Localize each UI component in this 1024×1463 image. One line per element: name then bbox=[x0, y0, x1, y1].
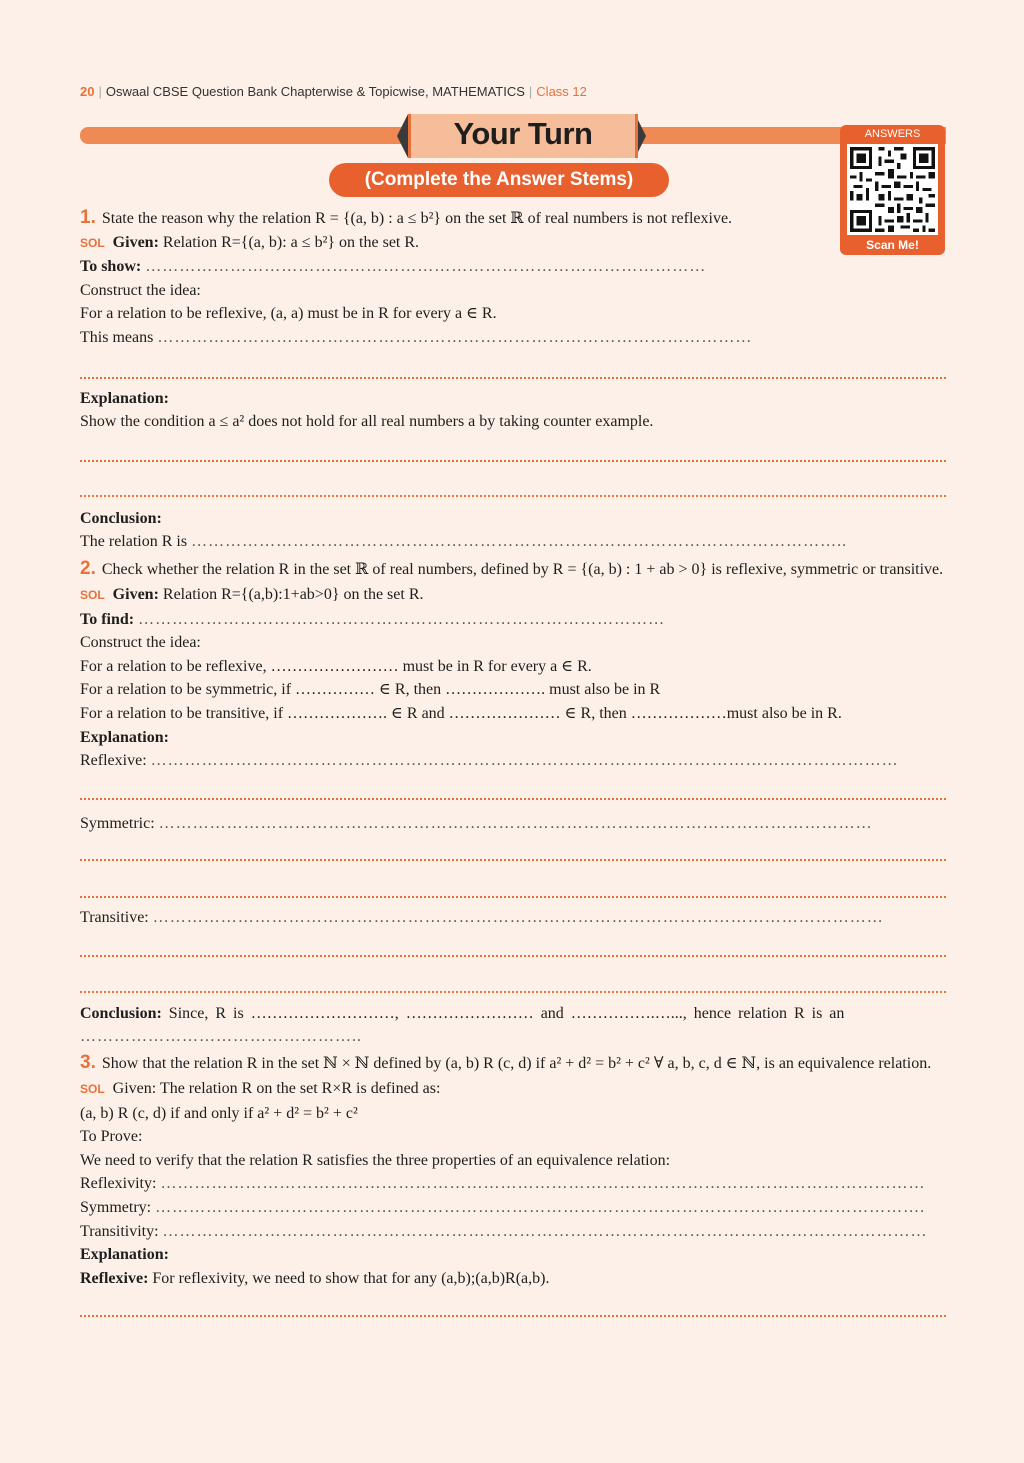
q3-question: 3. Show that the relation R in the set ℕ × ℕ defined by (a, b) R (c, d) if a² + d² = b² + c² ∀ a, b, c, d ∈ ℕ, is an equivalence relation. bbox=[80, 1052, 932, 1074]
sol-label: SOL bbox=[80, 235, 105, 250]
q1-question: 1. State the reason why the relation R = {(a, b) : a ≤ b²} on the set ℝ of real numbers is not reflexive. bbox=[80, 207, 733, 228]
q2-conclusion-blank bbox=[80, 1025, 946, 1049]
banner-title: Your Turn bbox=[453, 116, 593, 151]
answer-blank[interactable]: ……………………………………………………………………………………… bbox=[145, 258, 707, 276]
q1-explanation-heading: Explanation: bbox=[80, 389, 169, 407]
qr-top-label: ANSWERS bbox=[864, 128, 921, 140]
q1-number: 1. bbox=[80, 207, 96, 228]
q1-construct: Construct the idea: bbox=[80, 281, 201, 299]
q3-definition: (a, b) R (c, d) if and only if a² + d² = b² + c² bbox=[80, 1104, 358, 1122]
q2-reflexive: Reflexive: …………………………………………………………………………………………………………………… bbox=[80, 752, 899, 770]
answer-blank[interactable]: ………………………………………………………………………………………………………………… bbox=[152, 909, 884, 927]
q2-transitive: Transitive: ………………………………………………………………………………………………………………… bbox=[80, 909, 884, 927]
q2-symmetric-idea[interactable]: For a relation to be symmetric, if …………… ∈ R, then ………………. must also be in R bbox=[80, 681, 661, 699]
answer-blank[interactable]: ……………………………………………………………………………………………………………… bbox=[158, 814, 873, 832]
worksheet-content bbox=[80, 206, 946, 1317]
q1-this-means: This means …………………………………………………………………………………………… bbox=[80, 328, 753, 346]
running-header: 20 | Oswaal CBSE Question Bank Chapterwise & Topicwise, MATHEMATICS | Class 12 bbox=[80, 84, 587, 99]
q2-question: 2. Check whether the relation R in the set ℝ of real numbers, defined by R = {(a, b) : 1 + ab > 0} is reflexive, symmetric or transitive. bbox=[80, 557, 944, 579]
sol-label: SOL bbox=[80, 587, 105, 602]
answer-blank[interactable]: ……………………………………………………………………………………………………………………… bbox=[160, 1175, 926, 1193]
q3-reflexive: Reflexive: For reflexivity, we need to show that for any (a,b);(a,b)R(a,b). bbox=[80, 1269, 550, 1287]
q2-to-find: To find: ………………………………………………………………………………… bbox=[80, 610, 666, 628]
answer-blank[interactable]: …………………………………………………………………………………………………………………… bbox=[150, 752, 899, 770]
book-title: Oswaal CBSE Question Bank Chapterwise & Topicwise, MATHEMATICS bbox=[105, 84, 525, 99]
q3-number: 3. bbox=[80, 1052, 96, 1074]
q2-symmetric: Symmetric: ……………………………………………………………………………………………………………… bbox=[80, 814, 873, 832]
q1-idea: For a relation to be reflexive, (a, a) must be in R for every a ∈ R. bbox=[80, 305, 497, 323]
answer-blank[interactable]: ……………………………………………………………………………………………………………………… bbox=[162, 1222, 928, 1240]
q2-explanation-heading: Explanation: bbox=[80, 728, 169, 746]
qr-scan-label: Scan Me! bbox=[866, 238, 919, 252]
q1-given: SOL Given: Relation R={(a, b): a ≤ b²} on the set R. bbox=[80, 233, 420, 251]
class-label: Class 12 bbox=[536, 84, 587, 99]
q3-explanation-heading: Explanation: bbox=[80, 1246, 169, 1264]
q3-given: SOL Given: The relation R on the set R×R is defined as: bbox=[80, 1080, 441, 1098]
answer-blank[interactable]: ………………………………………………………………………………………………………………………. bbox=[155, 1199, 926, 1217]
q2-number: 2. bbox=[80, 557, 96, 579]
q2-construct: Construct the idea: bbox=[80, 634, 201, 652]
q3-to-prove: To Prove: bbox=[80, 1128, 143, 1146]
answer-blank[interactable]: …………………………………………………………………………………………………….. bbox=[191, 533, 848, 551]
q3-transitivity: Transitivity: ……………………………………………………………………………………………………………………… bbox=[80, 1222, 928, 1240]
banner-notch-left bbox=[397, 114, 408, 158]
q3-symmetry: Symmetry: ………………………………………………………………………………………………………………………. bbox=[80, 1199, 926, 1217]
page-number: 20 bbox=[80, 84, 95, 99]
answer-blank[interactable]: ………………………………………………………………………………… bbox=[138, 610, 666, 628]
q1-conclusion-heading: Conclusion: bbox=[80, 509, 162, 527]
q2-reflexive-idea[interactable]: For a relation to be reflexive, …………………… must be in R for every a ∈ R. bbox=[80, 657, 592, 675]
sol-label: SOL bbox=[80, 1082, 105, 1097]
banner-subtitle: (Complete the Answer Stems) bbox=[329, 163, 669, 197]
answer-blank[interactable]: …………………………………………………………………………………………… bbox=[157, 328, 753, 346]
q3-verify: We need to verify that the relation R satisfies the three properties of an equivalence relation: bbox=[80, 1151, 671, 1169]
q1-conclusion-text: The relation R is …………………………………………………………………………………………………….. bbox=[80, 533, 848, 551]
q1-to-show: To show: ……………………………………………………………………………………… bbox=[80, 258, 707, 276]
q2-conclusion: Conclusion: Since, R is ………………………, …………………… and …………….…..., hence relation R is an bbox=[80, 1004, 845, 1022]
answer-line[interactable] bbox=[80, 1315, 946, 1317]
q3-reflexivity: Reflexivity: ……………………………………………………………………………………………………………………… bbox=[80, 1175, 926, 1193]
answer-blank[interactable]: ………………………………………….. bbox=[80, 1028, 362, 1046]
q2-transitive-idea[interactable]: For a relation to be transitive, if ………………. ∈ R and ………………… ∈ R, then ………………must also be in R. bbox=[80, 704, 842, 722]
q1-explanation-text: Show the condition a ≤ a² does not hold for all real numbers a by taking counter example. bbox=[80, 413, 654, 431]
q2-given: SOL Given: Relation R={(a,b):1+ab>0} on the set R. bbox=[80, 585, 424, 603]
